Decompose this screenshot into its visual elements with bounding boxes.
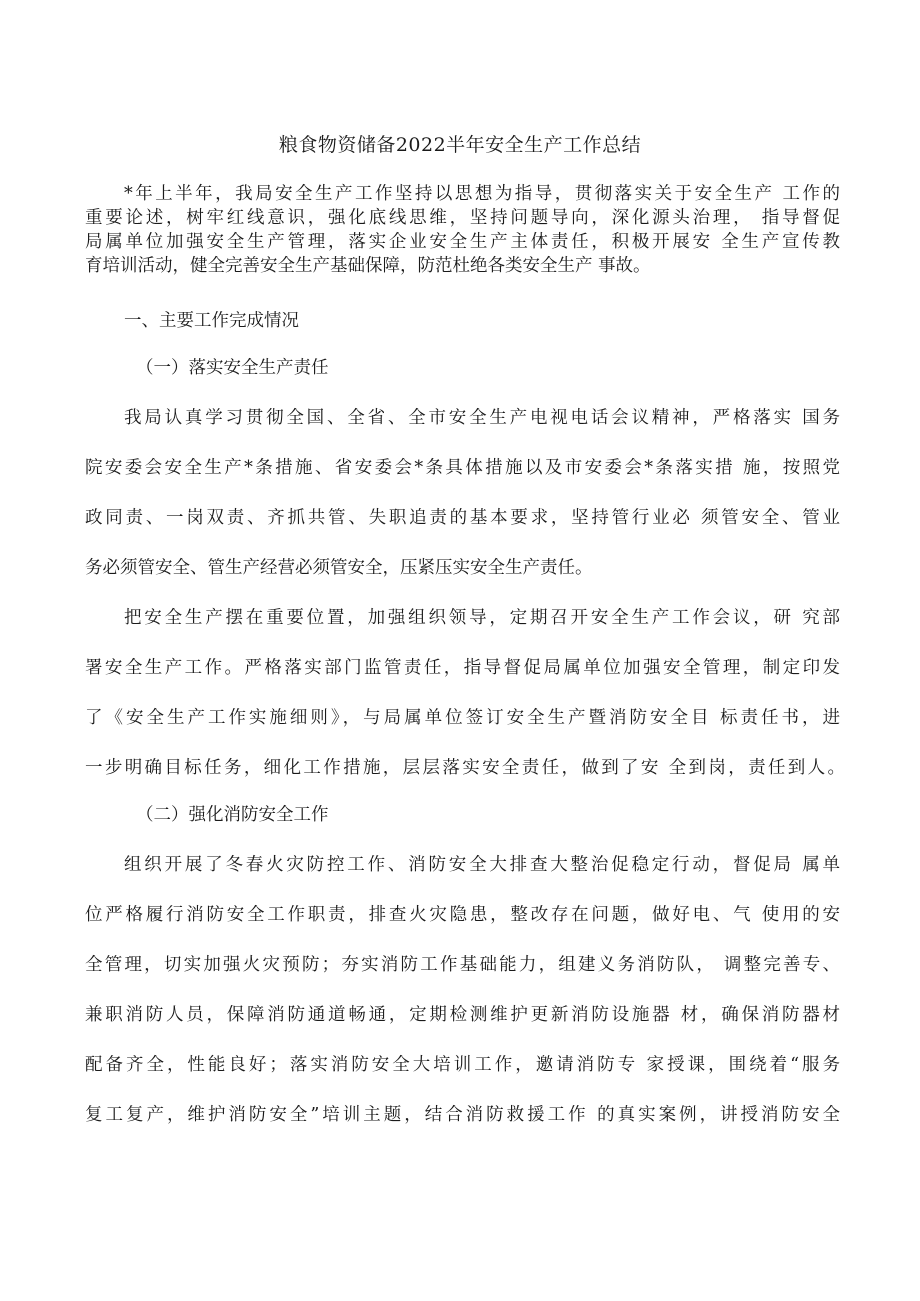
- intro-line-3: 局属单位加强安全生产管理，落实企业安全生产主体责任，积极开展安 全生产宣传教: [85, 232, 840, 252]
- subsection-heading-2: （二）强化消防安全工作: [136, 805, 329, 825]
- paragraph-3-line-3: 全管理，切实加强火灾预防；夯实消防工作基础能力，组建义务消防队， 调整完善专、: [85, 955, 840, 975]
- section-heading: 一、主要工作完成情况: [124, 311, 299, 331]
- subsection-heading-1: （一）落实安全生产责任: [136, 358, 329, 378]
- intro-line-4: 育培训活动，健全完善安全生产基础保障，防范杜绝各类安全生产 事故。: [85, 256, 651, 276]
- paragraph-3-line-2: 位严格履行消防安全工作职责，排查火灾隐患，整改存在问题，做好电、气 使用的安: [85, 905, 840, 925]
- paragraph-1-line-2: 院安委会安全生产*条措施、省安委会*条具体措施以及市安委会*条落实措 施，按照党: [85, 458, 840, 478]
- paragraph-2-line-3: 了《安全生产工作实施细则》，与局属单位签订安全生产暨消防安全目 标责任书，进: [85, 708, 840, 728]
- paragraph-1-line-1: 我局认真学习贯彻全国、全省、全市安全生产电视电话会议精神，严格落实 国务: [124, 408, 840, 428]
- paragraph-3-line-1: 组织开展了冬春火灾防控工作、消防安全大排查大整治促稳定行动，督促局 属单: [124, 855, 840, 875]
- paragraph-3-line-6: 复工复产，维护消防安全”培训主题，结合消防救援工作 的真实案例，讲授消防安全: [85, 1105, 840, 1125]
- intro-line-2: 重要论述，树牢红线意识，强化底线思维，坚持问题导向，深化源头治理， 指导督促: [85, 208, 840, 228]
- intro-line-1: *年上半年，我局安全生产工作坚持以思想为指导，贯彻落实关于安全生产 工作的: [124, 184, 840, 204]
- paragraph-1-line-4: 务必须管安全、管生产经营必须管安全，压紧压实安全生产责任。: [85, 558, 593, 578]
- paragraph-3-line-5: 配备齐全，性能良好；落实消防安全大培训工作，邀请消防专 家授课，围绕着“服务: [85, 1055, 840, 1075]
- paragraph-3-line-4: 兼职消防人员，保障消防通道畅通，定期检测维护更新消防设施器 材，确保消防器材: [85, 1005, 840, 1025]
- paragraph-2-line-1: 把安全生产摆在重要位置，加强组织领导，定期召开安全生产工作会议，研 究部: [124, 608, 840, 628]
- paragraph-1-line-3: 政同责、一岗双责、齐抓共管、失职追责的基本要求，坚持管行业必 须管安全、管业: [85, 508, 840, 528]
- document-title: 粮食物资储备2022半年安全生产工作总结: [278, 134, 642, 156]
- paragraph-2-line-4: 一步明确目标任务，细化工作措施，层层落实安全责任，做到了安 全到岗，责任到人。: [85, 758, 845, 778]
- paragraph-2-line-2: 署安全生产工作。严格落实部门监管责任，指导督促局属单位加强安全管理，制定印发: [85, 658, 840, 678]
